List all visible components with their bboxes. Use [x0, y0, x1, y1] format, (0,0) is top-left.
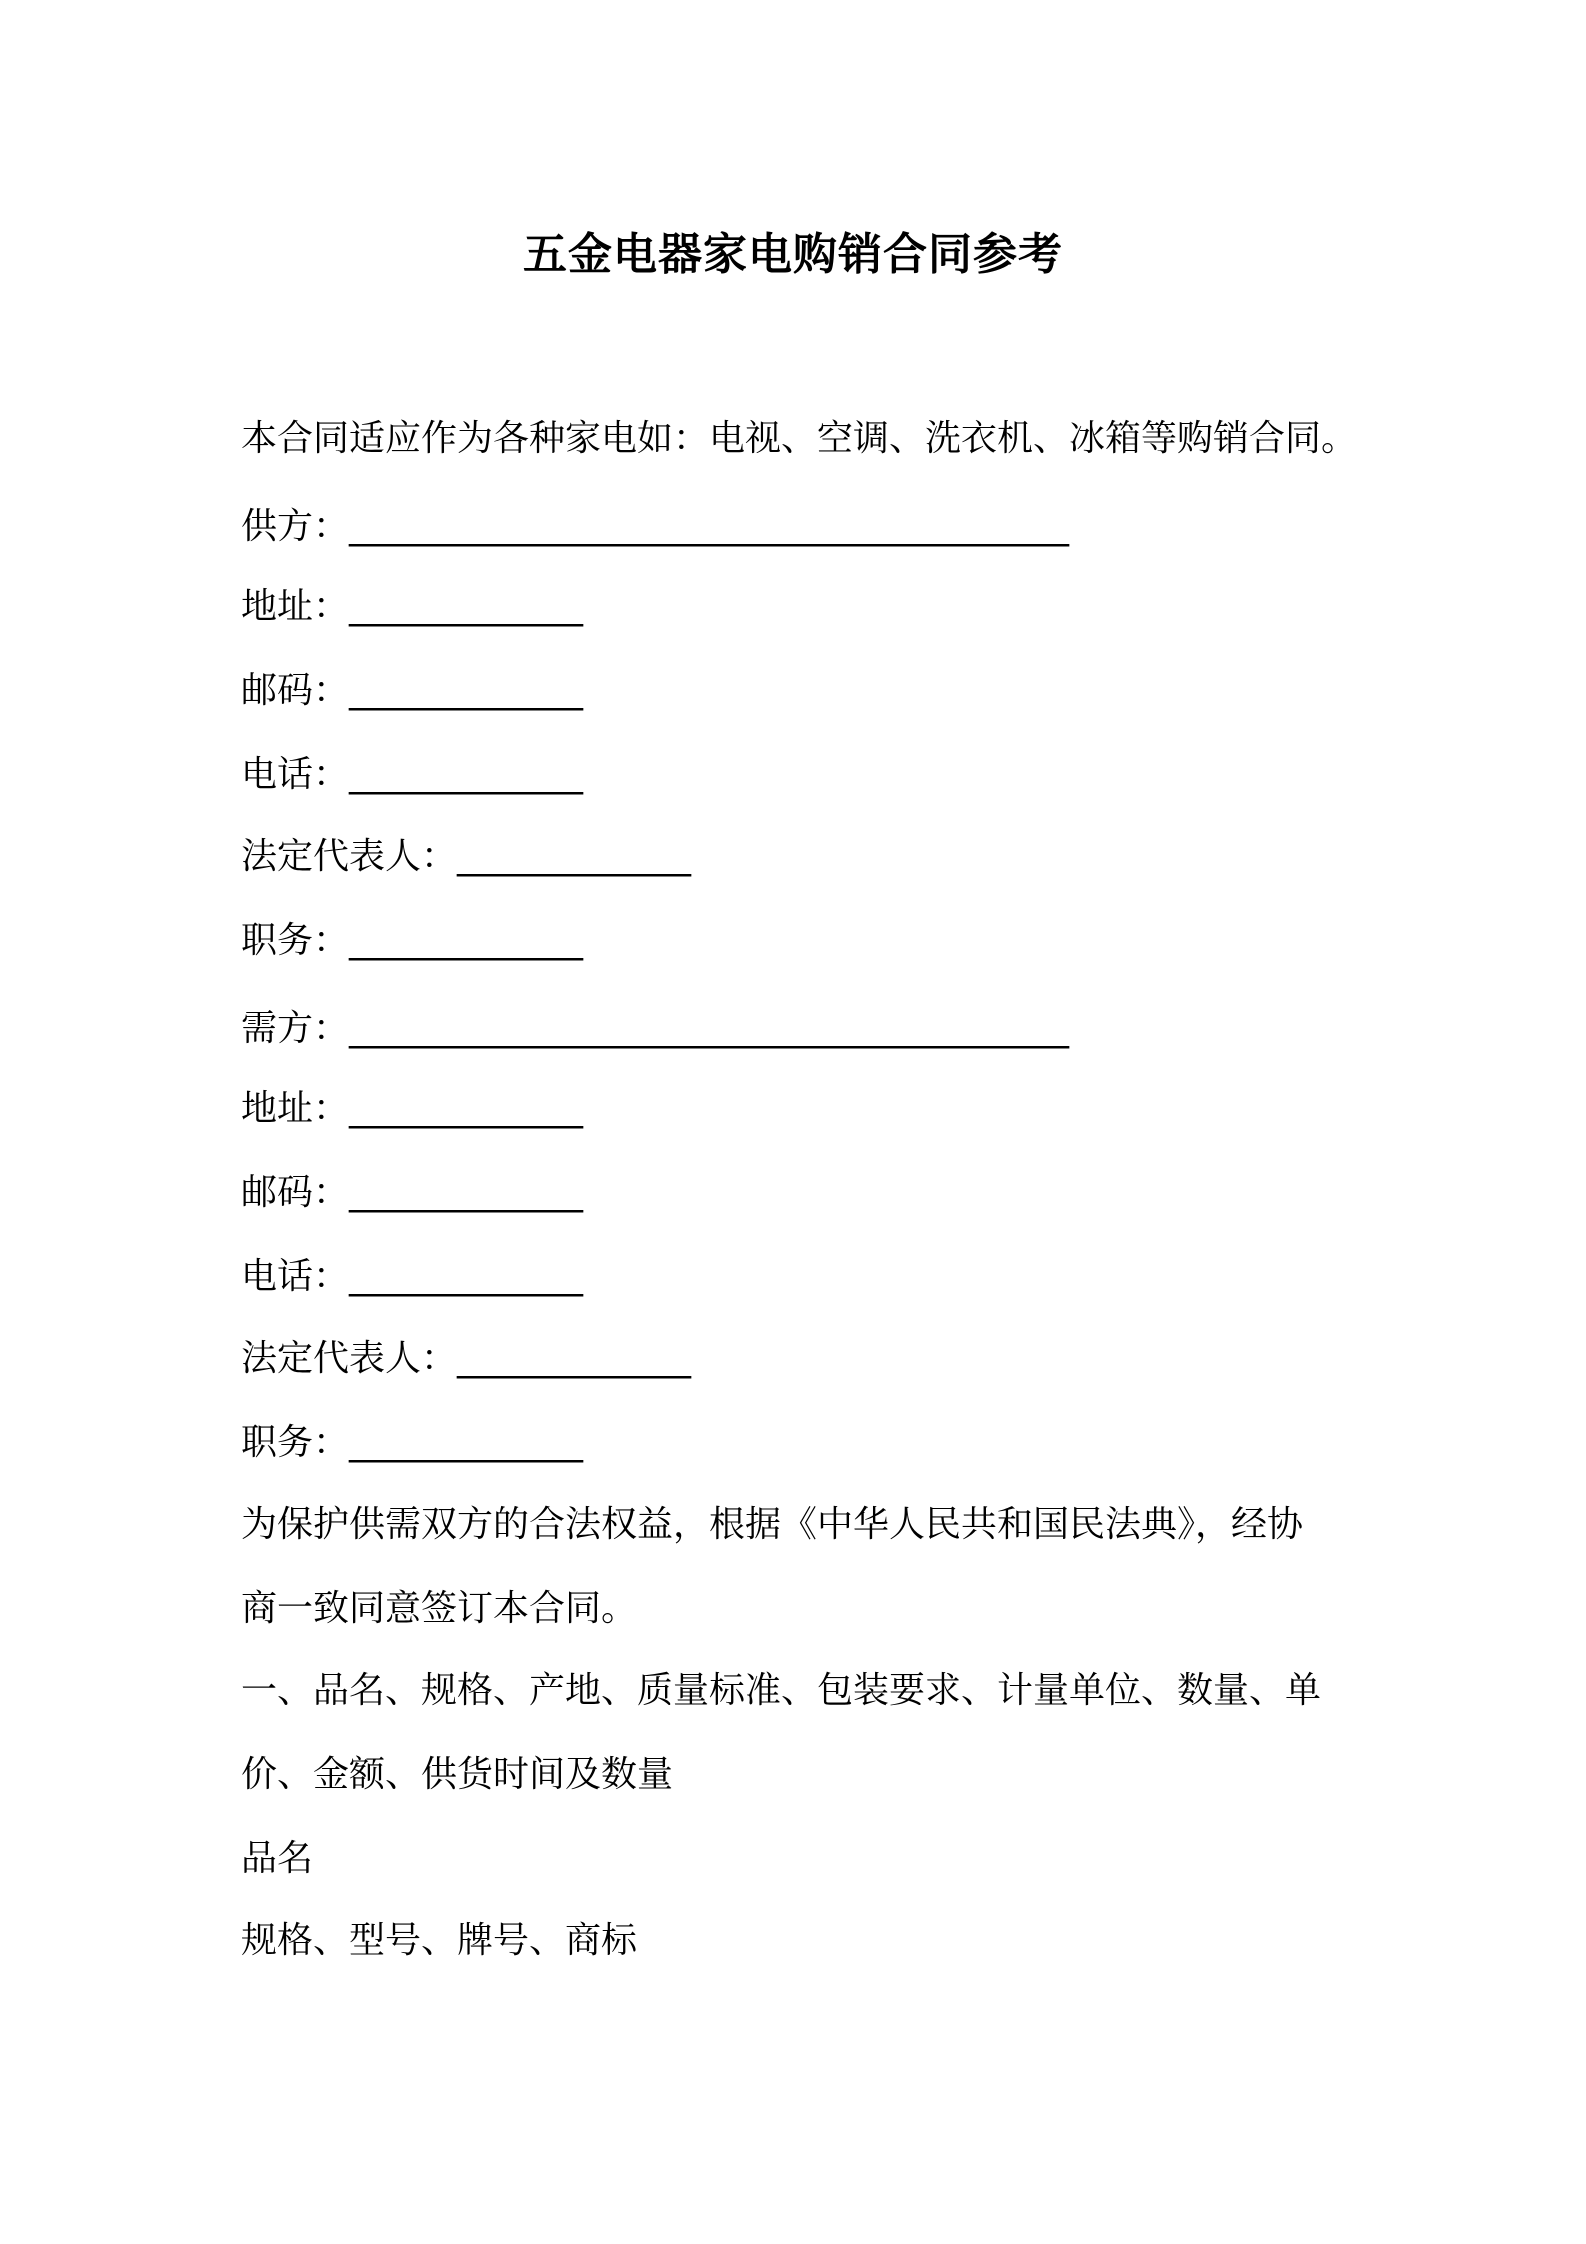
field-label: 电话： — [241, 1256, 350, 1297]
buyer-position-field — [241, 1419, 583, 1467]
section-1-line-1: 一、品名、规格、产地、质量标准、包装要求、计量单位、数量、单 — [241, 1670, 1322, 1711]
field-label: 地址： — [241, 586, 350, 627]
field-label: 需方： — [241, 1008, 350, 1049]
supplier-postcode-field — [241, 667, 583, 715]
field-label: 法定代表人： — [241, 836, 458, 877]
field-label: 邮码： — [241, 1172, 350, 1213]
fill-blank: _____________ — [349, 1172, 584, 1213]
buyer-postcode-field — [241, 1169, 583, 1217]
field-label: 电话： — [241, 754, 350, 795]
field-label: 职务： — [241, 1422, 350, 1463]
item-spec-heading: 规格、型号、牌号、商标 — [241, 1920, 638, 1961]
buyer-party-field — [241, 1005, 1069, 1053]
document-title: 五金电器家电购销合同参考 — [523, 229, 1063, 280]
fill-blank: _____________ — [349, 1088, 584, 1129]
buyer-phone-field — [241, 1253, 583, 1301]
fill-blank: _____________ — [457, 836, 692, 877]
supplier-address-field — [241, 583, 583, 631]
section-1-line-2: 价、金额、供货时间及数量 — [241, 1754, 674, 1795]
supplier-legal-rep-field — [241, 833, 691, 881]
field-label: 职务： — [241, 920, 350, 961]
fill-blank: _____________ — [349, 1256, 584, 1297]
fill-blank: _____________ — [349, 754, 584, 795]
buyer-legal-rep-field — [241, 1335, 691, 1383]
fill-blank: _____________ — [349, 586, 584, 627]
field-label: 供方： — [241, 506, 350, 547]
fill-blank: ________________________________________ — [349, 1008, 1070, 1049]
fill-blank: ________________________________________ — [349, 506, 1070, 547]
fill-blank: _____________ — [349, 920, 584, 961]
supplier-party-field — [241, 503, 1069, 551]
intro-text: 本合同适应作为各种家电如：电视、空调、洗衣机、冰箱等购销合同。 — [241, 418, 1358, 459]
fill-blank: _____________ — [457, 1338, 692, 1379]
supplier-phone-field — [241, 751, 583, 799]
field-label: 法定代表人： — [241, 1338, 458, 1379]
preamble-line-1: 为保护供需双方的合法权益，根据《中华人民共和国民法典》，经协 — [241, 1504, 1304, 1545]
fill-blank: _____________ — [349, 1422, 584, 1463]
fill-blank: _____________ — [349, 670, 584, 711]
supplier-position-field — [241, 917, 583, 965]
preamble-line-2: 商一致同意签订本合同。 — [241, 1588, 638, 1629]
buyer-address-field — [241, 1085, 583, 1133]
field-label: 地址： — [241, 1088, 350, 1129]
item-name-heading: 品名 — [241, 1838, 314, 1879]
field-label: 邮码： — [241, 670, 350, 711]
